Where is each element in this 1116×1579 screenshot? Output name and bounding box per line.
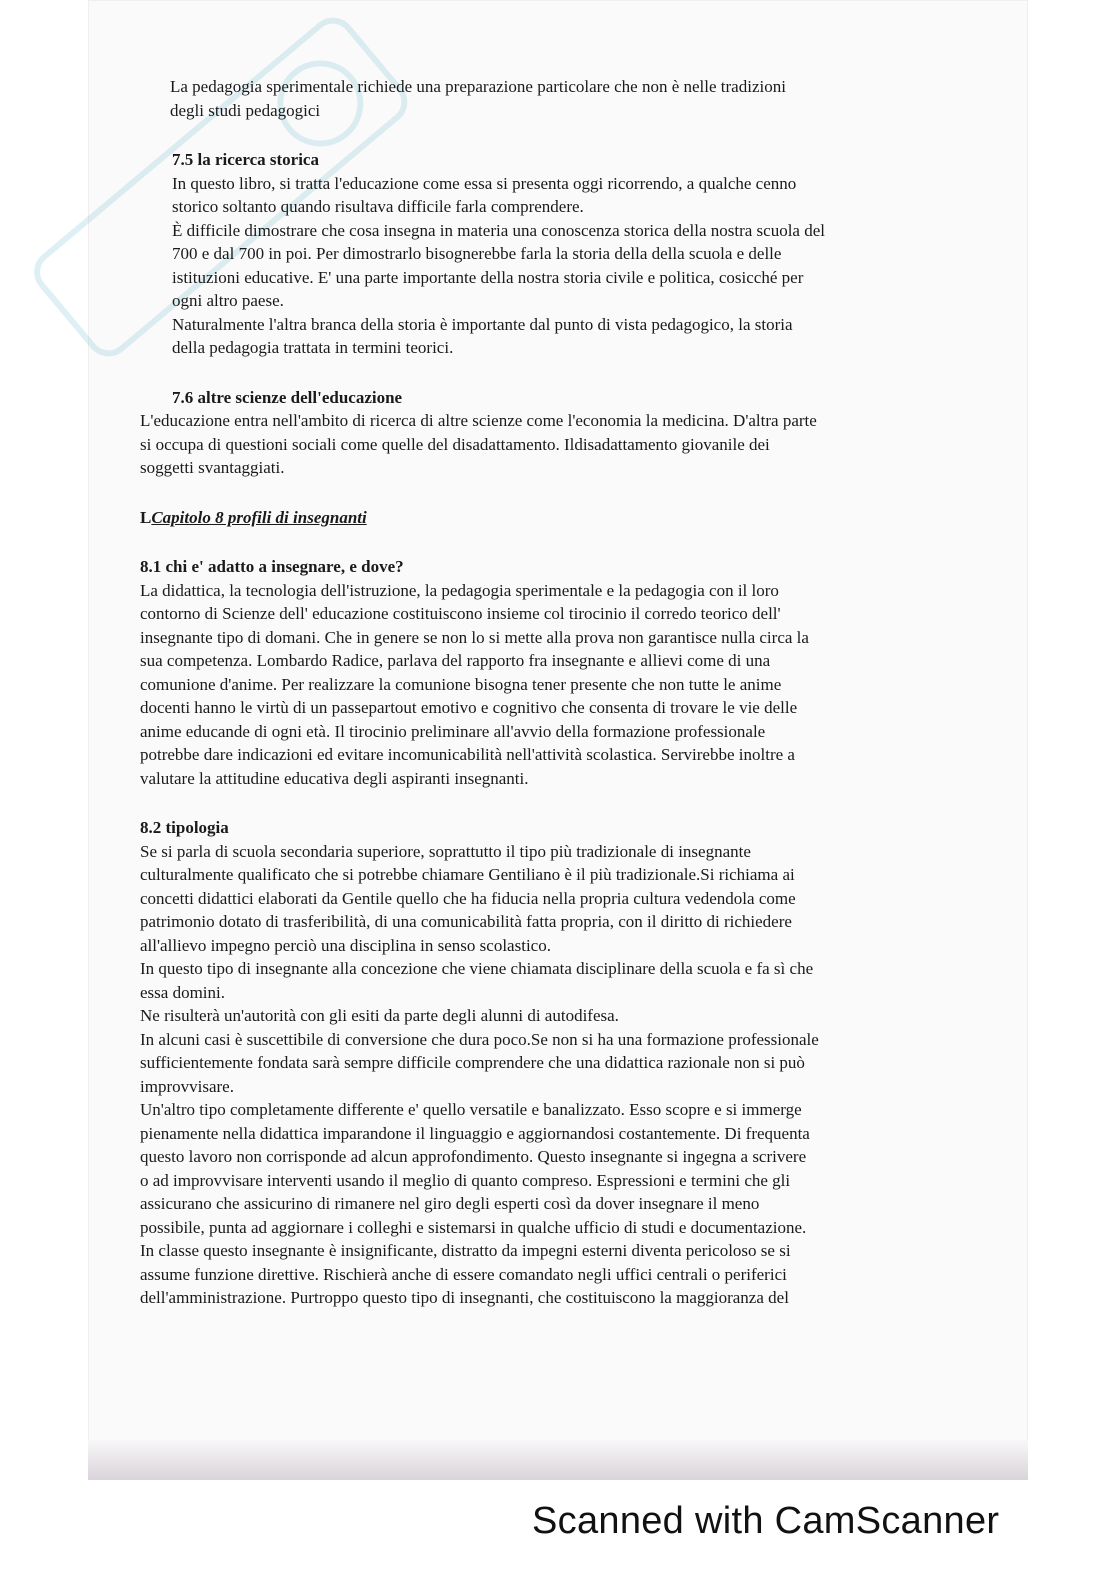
section-heading: 8.2 tipologia	[140, 818, 229, 837]
text-line: storico soltanto quando risultava difficile farla comprendere.	[172, 197, 584, 216]
text-line: assicurano che assicurino di rimanere nel giro degli esperti così da dover insegnare il meno	[140, 1194, 760, 1213]
text-line: essa domini.	[140, 982, 225, 1002]
text-line: soggetti svantaggiati.	[140, 458, 285, 477]
text-line: questo lavoro non corrisponde ad alcun approfondimento. Questo insegnante si ingegna a scrivere	[140, 1147, 807, 1166]
text-line: potrebbe dare indicazioni ed evitare incomunicabilità nell'attività scolastica. Servirebbe inoltre a	[140, 745, 795, 764]
text-line: improvvisare.	[140, 1076, 234, 1096]
text-line: contorno di Scienze dell' educazione costituiscono insieme col tirocinio il corredo teorico dell'	[140, 604, 781, 623]
text-line: sua competenza. Lombardo Radice, parlava del rapporto fra insegnante e allievi come di una	[140, 651, 771, 670]
text-line: L'educazione entra nell'ambito di ricerca di altre scienze come l'economia la medicina. D'altra parte	[140, 411, 817, 430]
text-line: È difficile dimostrare che cosa insegna in materia una conoscenza storica della nostra scuola del	[172, 220, 825, 240]
section-heading: 8.1 chi e' adatto a insegnare, e dove?	[140, 557, 404, 576]
text-line: dell'amministrazione. Purtroppo questo tipo di insegnanti, che costituiscono la maggioranza del	[140, 1288, 789, 1307]
text-line: culturalmente qualificato che si potrebbe chiamare Gentiliano è il più tradizionale.Si richiama ai	[140, 865, 795, 884]
section-8-2	[140, 816, 900, 1310]
text-line: comunione d'anime. Per realizzare la comunione bisogna tener presente che non tutte le anime	[140, 674, 782, 694]
section-7-5	[140, 148, 900, 360]
section-heading: 7.5 la ricerca storica	[172, 150, 319, 169]
text-line: istituzioni educative. E' una parte importante della nostra storia civile e politica, cosicché per	[172, 267, 804, 287]
text-line: ogni altro paese.	[172, 291, 284, 310]
page-bottom-shadow	[88, 1440, 1028, 1480]
intro-paragraph	[140, 75, 900, 122]
text-line: Naturalmente l'altra branca della storia è importante dal punto di vista pedagogico, la storia	[172, 314, 793, 334]
text-line: all'allievo impegno perciò una disciplina in senso scolastico.	[140, 935, 551, 955]
section-8-1	[140, 555, 900, 790]
text-line: In alcuni casi è suscettibile di conversione che dura poco.Se non si ha una formazione professionale	[140, 1029, 819, 1049]
document-body	[140, 75, 900, 1310]
text-line: In questo tipo di insegnante alla concezione che viene chiamata disciplinare della scuola e fa sì che	[140, 959, 814, 978]
text-line: Ne risulterà un'autorità con gli esiti da parte degli alunni di autodifesa.	[140, 1006, 619, 1025]
camscanner-footer: Scanned with CamScanner	[532, 1500, 1000, 1542]
text-line: insegnante tipo di domani. Che in genere se non lo si mette alla prova non garantisce nulla circa la	[140, 627, 809, 647]
text-line: assume funzione direttive. Rischierà anche di essere comandato negli uffici centrali o periferici	[140, 1264, 787, 1284]
text-line: degli studi pedagogici	[170, 100, 321, 120]
text-line: La didattica, la tecnologia dell'istruzione, la pedagogia sperimentale e la pedagogia con il loro	[140, 580, 779, 600]
text-line: valutare la attitudine educativa degli aspiranti insegnanti.	[140, 768, 529, 788]
chapter-title: Capitolo 8 profili di insegnanti	[151, 507, 367, 527]
section-7-6	[140, 409, 900, 480]
text-line: La pedagogia sperimentale richiede una preparazione particolare che non è nelle tradizioni	[170, 77, 786, 96]
section-heading: 7.6 altre scienze dell'educazione	[172, 387, 403, 407]
text-line: 700 e dal 700 in poi. Per dimostrarlo bisognerebbe farla la storia della della scuola e delle	[172, 244, 782, 263]
text-line: o ad improvvisare interventi usando il meglio di quanto compreso. Espressioni e termini che gli	[140, 1170, 791, 1190]
text-line: pienamente nella didattica imparandone il linguaggio e aggiornandosi costantemente. Di frequenta	[140, 1123, 810, 1143]
text-line: sufficientemente fondata sarà sempre difficile comprendere che una didattica razionale non si può	[140, 1053, 805, 1072]
chapter-heading	[140, 506, 900, 530]
text-line: possibile, punta ad aggiornare i colleghi e sistemarsi in qualche ufficio di studi e documentazione.	[140, 1217, 807, 1237]
text-line: Un'altro tipo completamente differente e' quello versatile e banalizzato. Esso scopre e si immerge	[140, 1100, 802, 1119]
text-line: In questo libro, si tratta l'educazione come essa si presenta oggi ricorrendo, a qualche cenno	[172, 173, 797, 193]
text-line: patrimonio dotato di trasferibilità, di una comunicabilità fatta propria, con il diritto di richiedere	[140, 912, 792, 931]
text-line: docenti hanno le virtù di un passepartout emotivo e cognitivo che consenta di trovare le vie delle	[140, 698, 798, 717]
section-7-6-heading-wrap	[140, 386, 900, 410]
text-line: si occupa di questioni sociali come quelle del disadattamento. Ildisadattamento giovanile dei	[140, 434, 770, 454]
chapter-prefix: L	[140, 507, 152, 527]
text-line: della pedagogia trattata in termini teorici.	[172, 338, 454, 357]
text-line: Se si parla di scuola secondaria superiore, soprattutto il tipo più tradizionale di insegnante	[140, 841, 751, 861]
text-line: concetti didattici elaborati da Gentile quello che ha fiducia nella propria cultura vedendola come	[140, 888, 796, 908]
text-line: In classe questo insegnante è insignificante, distratto da impegni esterni diventa pericoloso se si	[140, 1241, 791, 1260]
text-line: anime educande di ogni età. Il tirocinio preliminare all'avvio della formazione professionale	[140, 721, 766, 741]
